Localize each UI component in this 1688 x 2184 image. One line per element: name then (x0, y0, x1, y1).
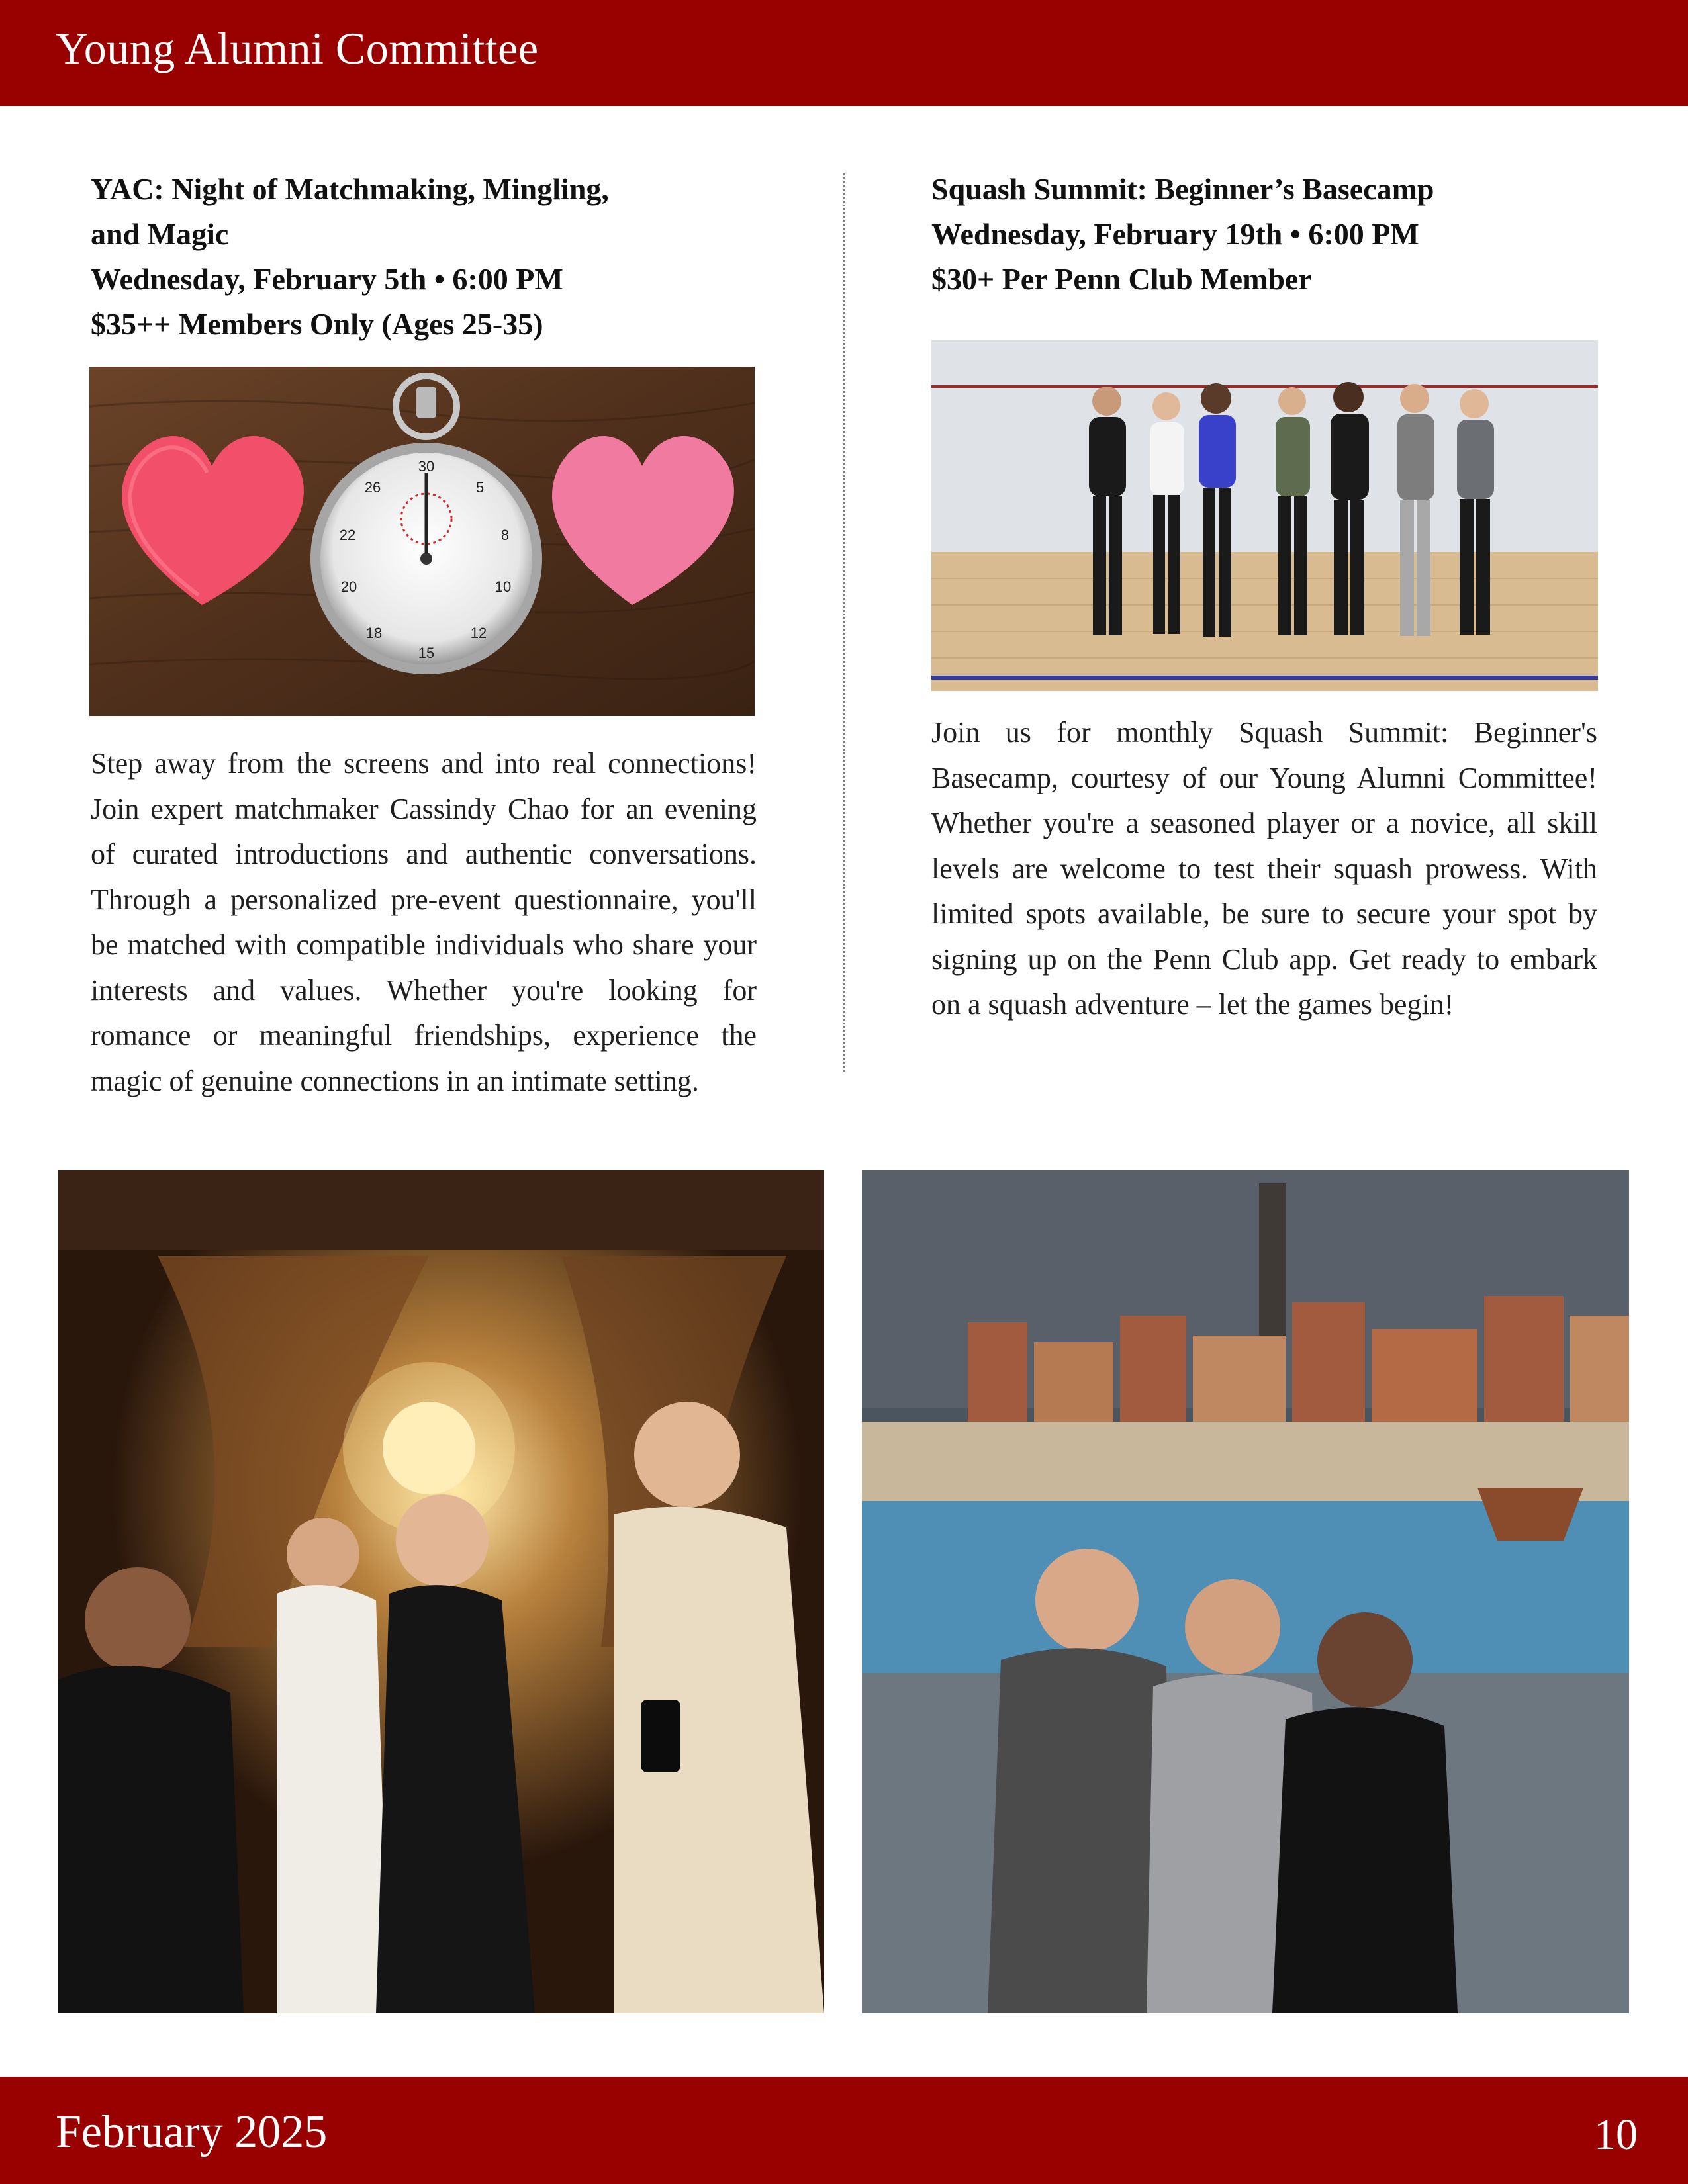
svg-text:5: 5 (475, 479, 485, 496)
event-right-title: Squash Summit: Beginner’s Basecamp (931, 172, 1434, 206)
issue-date: February 2025 (56, 2107, 328, 2158)
event-left-heading (91, 167, 609, 347)
reception-photo (58, 1170, 824, 2013)
svg-text:18: 18 (365, 625, 383, 641)
svg-text:30: 30 (418, 458, 435, 475)
event-right-datetime: Wednesday, February 19th • 6:00 PM (931, 217, 1419, 251)
svg-text:10: 10 (494, 578, 512, 595)
event-right-description: Join us for monthly Squash Summit: Beginner's Basecamp, courtesy of our Young Alumni Committee! Whether you're a seasoned player or a novice, all skill levels are welcome to test their squash prowess. With limited spots available, be sure to secure your spot by signing up on the Penn Club app. Get ready to embark on a squash adventure – let the games begin! (931, 716, 1597, 1021)
squash-group-image (931, 340, 1598, 691)
svg-text:26: 26 (364, 479, 381, 496)
event-left-datetime: Wednesday, February 5th • 6:00 PM (91, 262, 563, 296)
svg-text:22: 22 (339, 527, 356, 543)
mural-photo (862, 1170, 1629, 2013)
svg-text:15: 15 (418, 645, 435, 661)
svg-text:8: 8 (500, 527, 510, 543)
svg-text:12: 12 (470, 625, 487, 641)
event-right-price: $30+ Per Penn Club Member (931, 262, 1312, 296)
page-number: 10 (1594, 2111, 1638, 2159)
event-right-heading (931, 167, 1434, 302)
hearts-stopwatch-image (89, 367, 755, 716)
section-title: Young Alumni Committee (56, 23, 539, 73)
header-band (0, 0, 1688, 106)
column-divider (843, 173, 845, 1072)
event-left-title-line2: and Magic (91, 217, 229, 251)
event-left-title-line1: YAC: Night of Matchmaking, Mingling, (91, 172, 609, 206)
event-left-price: $35++ Members Only (Ages 25-35) (91, 307, 543, 341)
footer-band (0, 2077, 1688, 2184)
svg-text:20: 20 (340, 578, 357, 595)
event-left-description: Step away from the screens and into real connections! Join expert matchmaker Cassindy Chao for an evening of curated introductions and authentic conversations. Through a personalized pre-event questionnaire, you'll be matched with compatible individuals who share your interests and values. Whether you're looking for romance or meaningful friendships, experience the magic of genuine connections in an intimate setting. (91, 747, 757, 1097)
